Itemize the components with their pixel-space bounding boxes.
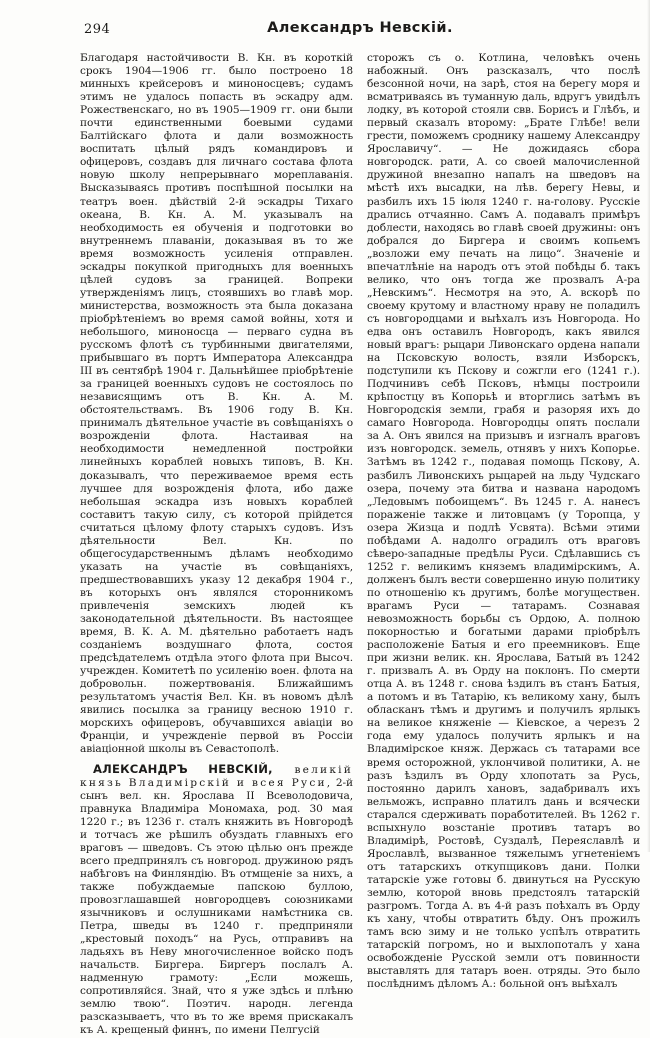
continuation-paragraph: Благодаря настойчивости В. Кн. въ короткій срокъ 1904—1906 гг. было построено 18 минныхъ крейсеровъ и миноносцевъ; судамъ этимъ не удалось попасть въ эскадру адм. Рожественскаго, но въ 1905—1909 гг. они были почти единственными боевыми судами Балтійскаго флота и дали возможность воспитать цѣлый рядъ командировъ и офицеровъ, создавъ для личнаго состава флота новую школу непрерывнаго мореплаванія. Высказываясь противъ поспѣшной посылки на театръ воен. дѣйствій 2-й эскадры Тихаго океана, В. Кн. А. М. указывалъ на необходимость ея обученія и подготовки во внутреннемъ плаваніи, доказывая въ то же время возможность усиленія отправлен. эскадры покупкой пригодныхъ для военныхъ цѣлей судовъ за границей. Вопреки утвержденіямъ лицъ, стоявшихъ во главѣ мор. министерства, возможность эта была доказана пріобрѣтеніемъ во время самой войны, хотя и небольшого, миноносца — перваго судна въ русскомъ флотѣ съ турбинными двигателями, прибывшаго въ портъ Императора Александра III въ сентябрѣ 1904 г. Дальнѣйшее пріобрѣтеніе за границей военныхъ судовъ не состоялось по независящимъ отъ В. Кн. А. М. обстоятельствамъ. Въ 1906 году В. Кн. принималъ дѣятельное участіе въ совѣщаніяхъ о возрожденіи флота. Настаивая на необходимости немедленной постройки линейныхъ кораблей новыхъ типовъ, В. Кн. доказывалъ, что переживаемое время есть лучшее для возрожденія флота, ибо даже небольшая эскадра изъ новыхъ кораблей составитъ такую силу, съ которой прійдется считаться цѣлому флоту старыхъ судовъ. Изъ дѣятельности Вел. Кн. по общегосударственнымъ дѣламъ необходимо указать на участіе въ совѣщаніяхъ, предшествовавшихъ указу 12 декабря 1904 г., въ которыхъ онъ являлся сторонникомъ привлеченія земскихъ людей къ законодательной дѣятельности. Въ настоящее время, В. К. А. М. дѣятельно работаетъ надъ созданіемъ воздушнаго флота, состоя предсѣдателемъ отдѣла этого флота при Высоч. учрежден. Комитетѣ по усиленію воен. флота на добровольн. пожертвованія. Ближайшимъ результатомъ участія Вел. Кн. въ новомъ дѣлѣ явились посылка за границу весною 1910 г. морскихъ офицеровъ, обучавшихся авіаціи во Франціи, и учрежденіе первой въ Россіи авіаціонной школы въ Севастополѣ.: [80, 52, 353, 756]
left-column: [80, 52, 353, 1038]
article-lead-spaced: великій князь Владимірскій и всея Руси,: [80, 763, 353, 789]
article-headword: АЛЕКСАНДРЪ НЕВСКІЙ,: [93, 761, 273, 776]
page-number: 294: [84, 22, 111, 37]
right-column-text: сторожъ съ о. Котлина, человѣкъ очень набожный. Онъ разсказалъ, что послѣ безсонной ночи, на зарѣ, стоя на берегу моря и всматриваясь въ туманную даль, вдругъ увидѣлъ лодку, въ которой стояли свв. Борисъ и Глѣбъ, и первый сказалъ второму: „Брате Глѣбе! вели грести, поможемъ сроднику нашему Александру Ярославичу“. — Не дожидаясь сбора новгородск. рати, А. со своей малочисленной дружиной внезапно напалъ на шведовъ на мѣстѣ ихъ высадки, на лѣв. берегу Невы, и разбилъ ихъ 15 іюля 1240 г. на-голову. Русскіе дрались отчаянно. Самъ А. подавалъ примѣръ доблести, находясь во главѣ своей дружины: онъ добрался до Биргера и своимъ копьемъ „возложи ему печать на лицо“. Значеніе и впечатлѣніе на народъ отъ этой побѣды б. такъ велико, что онъ тогда же прозвалъ А-ра „Невскимъ“. Несмотря на это, А. вскорѣ по своему крутому и властному нраву не поладилъ съ новгородцами и выѣхалъ изъ Новгорода. Но едва онъ оставилъ Новгородъ, какъ явился новый врагъ: рыцари Ливонскаго ордена напали на Псковскую волость, взяли Изборскъ, подступили къ Пскову и сожгли его (1241 г.). Подчинивъ себѣ Псковъ, нѣмцы построили крѣпостцу въ Копорьѣ и вторглись затѣмъ въ Новгородскія земли, грабя и разоряя ихъ до самаго Новгорода. Новгородцы опять послали за А. Онъ явился на призывъ и изгналъ враговъ изъ новгородск. земель, отнявъ у нихъ Копорье. Затѣмъ въ 1242 г., подавая помощь Пскову, А. разбилъ Ливонскихъ рыцарей на льду Чудскаго озера, почему эта битва и названа народомъ „Ледовымъ побоищемъ“. Въ 1245 г. А. нанесъ пораженіе также и литовцамъ (у Торопца, у озера Жизца и подлѣ Усвята). Всѣми этими побѣдами А. надолго оградилъ отъ враговъ сѣверо-западные предѣлы Руси. Сдѣлавшись съ 1252 г. великимъ княземъ владимірскимъ, А. долженъ былъ вести совершенно иную политику по отношенію къ другимъ, болѣе могуществен. врагамъ Руси — татарамъ. Сознавая невозможность борьбы съ Ордою, А. полною покорностью и богатыми дарами пріобрѣлъ расположеніе Батыя и его преемниковъ. Еще при жизни велик. кн. Ярослава, Батый въ 1242 г. призвалъ А. въ Орду на поклонъ. По смерти отца А. въ 1248 г. снова ѣздилъ въ станъ Батыя, а потомъ и въ Татарію, къ великому хану, былъ обласканъ тѣмъ и другимъ и получилъ ярлыкъ на великое княженіе — Кіевское, а черезъ 2 года ему удалось получить ярлыкъ и на Владимірское княж. Держась съ татарами все время осторожной, уклончивой политики, А. не разъ ѣздилъ въ Орду хлопотать за Русь, постоянно дарилъ хановъ, задабривалъ ихъ вельможъ, исправно платилъ дань и всячески старался сдерживать поработителей. Въ 1262 г. вспыхнуло возстаніе противъ татаръ во Владимірѣ, Ростовѣ, Суздалѣ, Переяславлѣ и Ярославлѣ, вызванное тяжелымъ угнетеніемъ отъ татарскихъ откупщиковъ дани. Полки татарскіе уже готовы б. двинуться на Русскую землю, которой вновь предстоялъ татарскій разгромъ. Тогда А. въ 4-й разъ поѣхалъ въ Орду къ хану, чтобы отвратить бѣду. Онъ прожилъ тамъ всю зиму и не только успѣлъ отвратить татарскій погромъ, но и выхлопоталъ у хана освобожденіе Русской земли отъ повинности выставлять для татаръ воен. отряды. Это было послѣднимъ дѣломъ А.: больной онъ выѣхалъ: [367, 52, 640, 991]
article-body-text: 2-й сынъ вел. кн. Ярослава II Всеволодовича, правнука Владиміра Мономаха, род. 30 мая 1220 г.; въ 1236 г. сталъ княжить въ Новгородѣ и тотчасъ же рѣшилъ обуздать главныхъ его враговъ — шведовъ. Съ этою цѣлью онъ прежде всего предпринялъ съ новгород. дружиною рядъ набѣговъ на Финляндію. Въ отмщеніе за нихъ, а также побуждаемые папскою буллою, провозглашавшей новгородцевъ союзниками язычниковъ и ослушниками намѣстника св. Петра, шведы въ 1240 г. предприняли „крестовый походъ“ на Русь, отправивъ на ладьяхъ въ Неву многочисленное войско подъ начальств. Биргера. Биргеръ послалъ А. надменную грамоту: „Если можешь, сопротивляйся. Знай, что я уже здѣсь и плѣню землю твою“. Поэтич. народн. легенда разсказываетъ, что въ то же время прискакалъ къ А. крещеный финнъ, по имени Пелгусій: [80, 776, 353, 1037]
article-alexander-nevsky: [80, 763, 353, 1038]
text-columns: [80, 52, 640, 1038]
page-header: [80, 18, 640, 44]
right-column: [367, 52, 640, 991]
running-head-title: Александръ Невскій.: [267, 20, 453, 36]
